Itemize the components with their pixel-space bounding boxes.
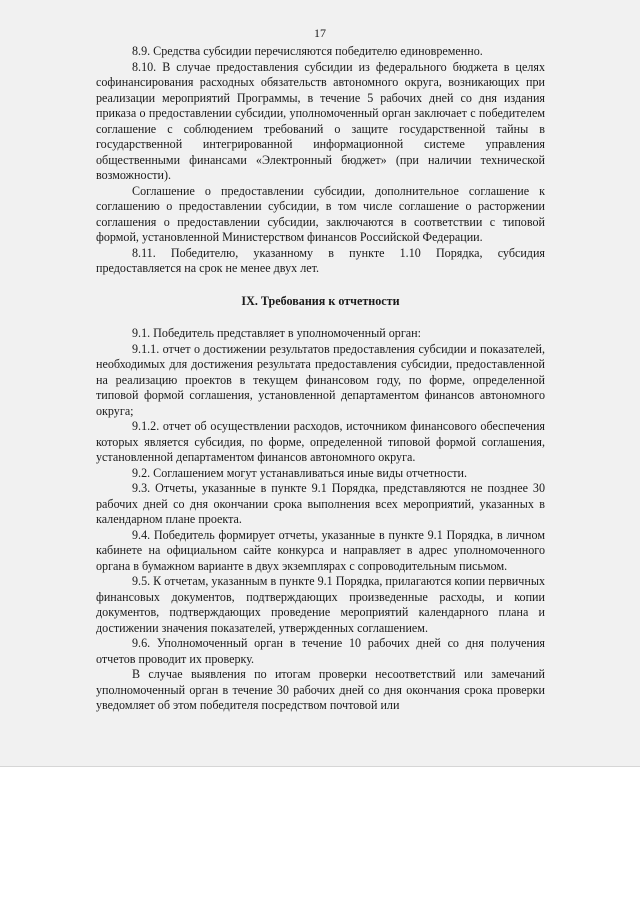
paragraph-9-1: 9.1. Победитель представляет в уполномоченный орган: bbox=[132, 326, 421, 340]
paragraph-9-5: 9.5. К отчетам, указанным в пункте 9.1 Порядка, прилагаются копии первичных финансовых документов, подтверждающих произведенные расходы, и копии документов, подтверждающих проведение мероприятий календарного плана и достижении значения показателей, утвержденных соглашением. bbox=[96, 574, 545, 635]
section-heading: IX. Требования к отчетности bbox=[241, 293, 400, 308]
page-number: 17 bbox=[314, 26, 326, 40]
paragraph-9-1-2: 9.1.2. отчет об осуществлении расходов, источником финансового обеспечения которых является субсидия, по форме, определенной типовой формой соглашения, установленной департаментом финансов автономного округа. bbox=[96, 419, 545, 464]
paragraph-8-11: 8.11. Победителю, указанному в пункте 1.10 Порядка, субсидия предоставляется на срок не менее двух лет. bbox=[96, 245, 545, 275]
paragraph-discrepancies: В случае выявления по итогам проверки несоответствий или замечаний уполномоченный орган в течение 30 рабочих дней со дня окончания срока проверки уведомляет об этом победителя посредством почтовой или bbox=[96, 667, 545, 712]
paragraph-8-10: 8.10. В случае предоставления субсидии из федерального бюджета в целях софинансирования расходных обязательств автономного округа, возникающих при реализации мероприятий Программы, в течение 5 рабочих дней со дня издания приказа о предоставлении субсидии, уполномоченный орган заключает с победителем соглашение с соблюдением требований о защите государственной тайны в государственной интегрированной информационной системе управления общественными финансами «Электронный бюджет» (при наличии технической возможности). bbox=[96, 59, 545, 182]
paragraph-9-1-1: 9.1.1. отчет о достижении результатов предоставления субсидии и показателей, необходимых для достижения результата предоставления субсидии, предоставленной на реализацию проектов в текущем финансовом году, по форме, определенной типовой формой соглашения, установленной департаментом финансов автономного округа; bbox=[96, 341, 545, 418]
page-body bbox=[96, 44, 545, 714]
paragraph-9-6: 9.6. Уполномоченный орган в течение 10 рабочих дней со дня получения отчетов проводит их проверку. bbox=[96, 636, 545, 666]
paragraph-9-4: 9.4. Победитель формирует отчеты, указанные в пункте 9.1 Порядка, в личном кабинете на официальном сайте конкурса и направляет в адрес уполномоченного органа в бумажном варианте в двух экземплярах с сопроводительным письмом. bbox=[96, 527, 545, 573]
paragraph-9-3: 9.3. Отчеты, указанные в пункте 9.1 Порядка, представляются не позднее 30 рабочих дней со дня окончании срока выполнения всех мероприятий, указанных в календарном плане проекта. bbox=[96, 481, 545, 526]
paragraph-9-2: 9.2. Соглашением могут устанавливаться иные виды отчетности. bbox=[132, 465, 468, 480]
paragraph-agreement: Соглашение о предоставлении субсидии, дополнительное соглашение к соглашению о предоставлении субсидии, в том числе соглашение о расторжении соглашения о предоставлении субсидии, заключаются в соответствии с типовой формой, установленной Министерством финансов Российской Федерации. bbox=[96, 183, 545, 244]
paragraph-8-9: 8.9. Средства субсидии перечисляются победителю единовременно. bbox=[132, 44, 483, 58]
